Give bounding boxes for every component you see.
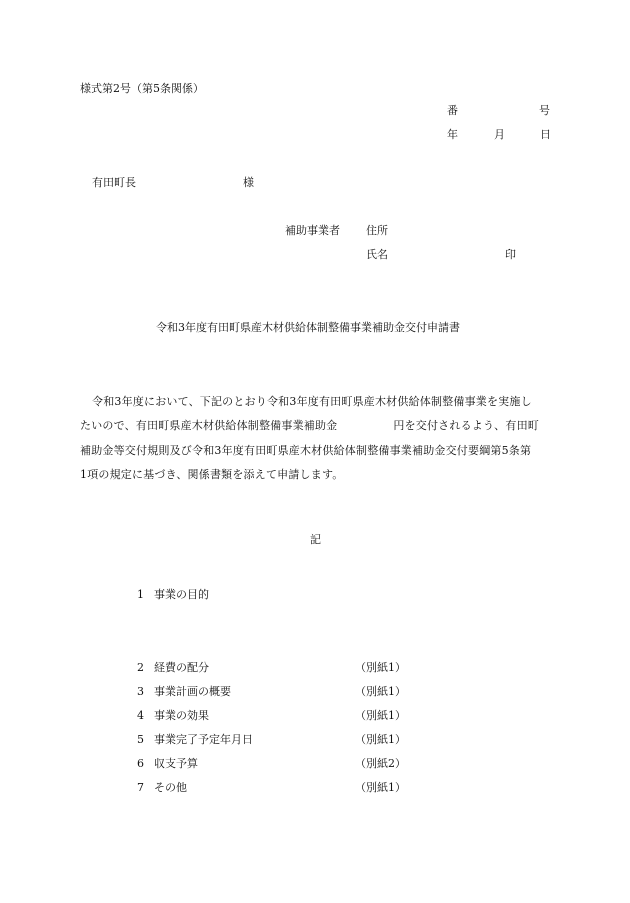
ki-heading: 記 (310, 533, 321, 546)
item-reference: （別紙1） (355, 781, 406, 794)
body-line-4: 1項の規定に基づき、関係書類を添えて申請します。 (80, 468, 344, 481)
applicant-name-label: 氏名 (366, 248, 388, 261)
document-title-text: 令和3年度有田町県産木材供給体制整備事業補助金交付申請書 (156, 321, 460, 334)
list-item (0, 734, 630, 748)
list-item (0, 662, 630, 676)
list-item (0, 589, 630, 603)
document-title (0, 322, 630, 333)
item-reference: （別紙1） (355, 685, 406, 698)
item-number: 4 (137, 709, 144, 722)
item-reference: （別紙1） (355, 733, 406, 746)
item-number: 3 (137, 685, 144, 698)
date-month: 月 (494, 128, 505, 141)
item-label: 事業の目的 (154, 588, 209, 601)
item-label: 経費の配分 (154, 661, 209, 674)
item-label: 事業の効果 (154, 709, 209, 722)
item-reference: （別紙1） (355, 709, 406, 722)
date-day: 日 (540, 128, 551, 141)
list-item (0, 758, 630, 772)
addressee-honorific: 様 (243, 176, 254, 189)
seal-mark: 印 (505, 248, 516, 261)
body-line-3: 補助金等交付規則及び令和3年度有田町県産木材供給体制整備事業補助金交付要綱第5条第 (80, 444, 532, 457)
form-label: 様式第2号（第5条関係） (80, 82, 204, 95)
list-item (0, 782, 630, 796)
addressee-name: 有田町長 (92, 176, 136, 189)
number-go: 号 (539, 104, 550, 117)
item-reference: （別紙1） (355, 661, 406, 674)
item-number: 7 (137, 781, 144, 794)
item-number: 6 (137, 757, 144, 770)
item-label: その他 (154, 781, 187, 794)
item-label: 事業計画の概要 (154, 685, 231, 698)
applicant-role: 補助事業者 (285, 224, 340, 237)
body-line-1: 令和3年度において、下記のとおり令和3年度有田町県産木材供給体制整備事業を実施し (92, 395, 532, 408)
item-reference: （別紙2） (355, 757, 406, 770)
list-item (0, 686, 630, 700)
applicant-address-label: 住所 (366, 224, 388, 237)
list-item (0, 710, 630, 724)
item-number: 1 (137, 588, 144, 601)
item-number: 5 (137, 733, 144, 746)
number-ban: 番 (447, 104, 458, 117)
body-line-2: たいので、有田町県産木材供給体制整備事業補助金 円を交付されるよう、有田町 (80, 419, 539, 432)
date-year: 年 (447, 128, 458, 141)
item-label: 収支予算 (154, 757, 198, 770)
item-label: 事業完了予定年月日 (154, 733, 253, 746)
item-number: 2 (137, 661, 144, 674)
